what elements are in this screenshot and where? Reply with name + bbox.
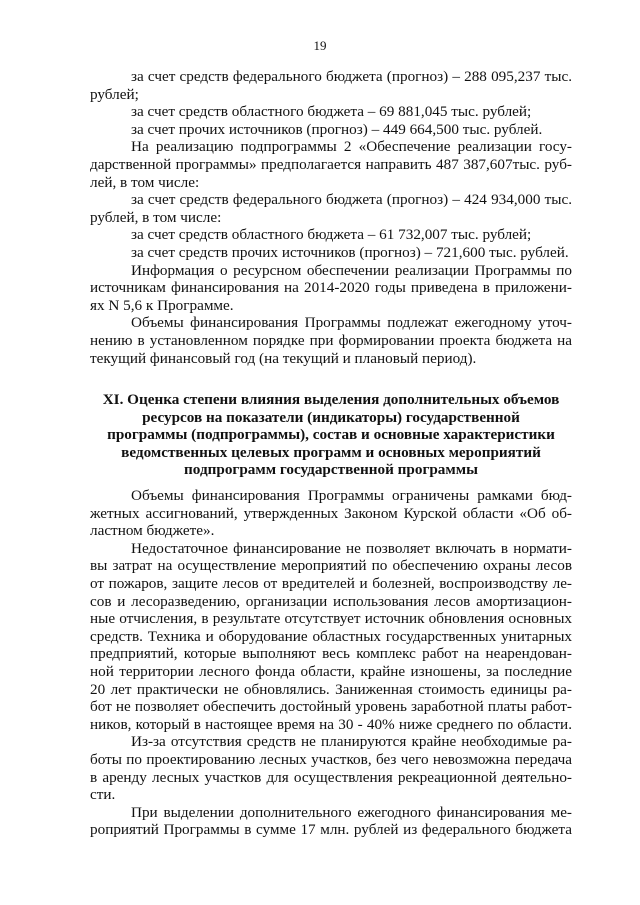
text-line: 20 лет практически не обновлялись. Заниженная стоимость единицы ра- <box>90 680 572 698</box>
text-line: ные отчисления, в результате отсутствует источник обновления основных <box>90 610 572 628</box>
text-line: лей, в том числе: <box>90 173 200 191</box>
text-line: При выделении дополнительного ежегодного финансирования ме- <box>131 803 572 821</box>
text-line: ластном бюджете». <box>90 522 215 540</box>
text-line: вы затрат на осуществление мероприятий по обеспечению охраны лесов <box>90 557 572 575</box>
text-line: Информация о ресурсном обеспечении реализации Программы по <box>131 261 572 279</box>
text-line: сти. <box>90 786 116 804</box>
heading-line: ведомственных целевых программ и основных мероприятий <box>121 443 541 461</box>
heading-line: ресурсов на показатели (индикаторы) государственной <box>142 408 520 426</box>
financing-text-block <box>90 68 572 367</box>
text-line: за счет средств федерального бюджета (прогноз) – 424 934,000 тыс. <box>131 191 572 209</box>
heading-line: XI. Оценка степени влияния выделения дополнительных объемов <box>102 391 560 408</box>
text-line: бот не позволяет обеспечить достойный уровень заработной платы работ- <box>90 698 572 716</box>
section-heading <box>90 391 572 479</box>
text-line: за счет средств прочих источников (прогноз) – 721,600 тыс. рублей. <box>131 243 569 261</box>
text-line: На реализацию подпрограммы 2 «Обеспечение реализации госу- <box>131 138 572 156</box>
text-line: за счет средств федерального бюджета (прогноз) – 288 095,237 тыс. <box>131 68 572 85</box>
text-line: ников, который в настоящее время на 30 - 40% ниже среднего по области. <box>90 715 572 733</box>
text-line: Объемы финансирования Программы ограничены рамками бюд- <box>131 487 572 504</box>
text-line: предприятий, которые выполняют весь комплекс работ на неарендован- <box>90 645 572 663</box>
text-line: жетных ассигнований, утвержденных Законом Курской области «Об об- <box>90 504 572 522</box>
text-line: Недостаточное финансирование не позволяет включать в нормати- <box>131 539 572 557</box>
text-line: за счет средств областного бюджета – 69 881,045 тыс. рублей; <box>131 103 532 121</box>
text-line: текущий финансовый год (на текущий и плановый период). <box>90 349 477 367</box>
text-line: ной территории лесного фонда области, крайне изношены, за последние <box>90 662 572 680</box>
text-line: Объемы финансирования Программы подлежат ежегодному уточ- <box>131 314 572 332</box>
text-line: сов и лесоразведению, организации использования лесов амортизацион- <box>90 592 572 610</box>
text-line: Из-за отсутствия средств не планируются крайне необходимые ра- <box>131 733 572 751</box>
text-line: средств. Техника и оборудование областных государственных унитарных <box>90 627 572 645</box>
section-body-text <box>90 487 572 839</box>
text-line: от пожаров, защите лесов от вредителей и болезней, воспроизводству ле- <box>90 574 572 592</box>
text-line: дарственной программы» предполагается направить 487 387,607тыс. руб- <box>90 155 572 173</box>
page-number: 19 <box>313 38 327 53</box>
text-line: ях N 5,6 к Программе. <box>90 296 234 314</box>
text-line: боты по проектированию лесных участков, без чего невозможна передача <box>90 750 572 768</box>
text-line: в аренду лесных участков для осуществления рекреационной деятельно- <box>90 768 572 786</box>
text-line: роприятий Программы в сумме 17 млн. рублей из федерального бюджета <box>90 821 572 839</box>
heading-line: программы (подпрограммы), состав и основные характеристики <box>107 426 555 444</box>
text-line: нению в установленном порядке при формировании проекта бюджета на <box>90 331 572 349</box>
heading-line: подпрограмм государственной программы <box>184 461 478 479</box>
text-line: источникам финансирования на 2014-2020 годы приведена в приложени- <box>90 279 572 297</box>
text-line: за счет средств областного бюджета – 61 732,007 тыс. рублей; <box>131 226 532 244</box>
text-line: рублей, в том числе: <box>90 208 222 226</box>
text-line: за счет прочих источников (прогноз) – 449 664,500 тыс. рублей. <box>131 120 543 138</box>
text-line: рублей; <box>90 85 139 103</box>
